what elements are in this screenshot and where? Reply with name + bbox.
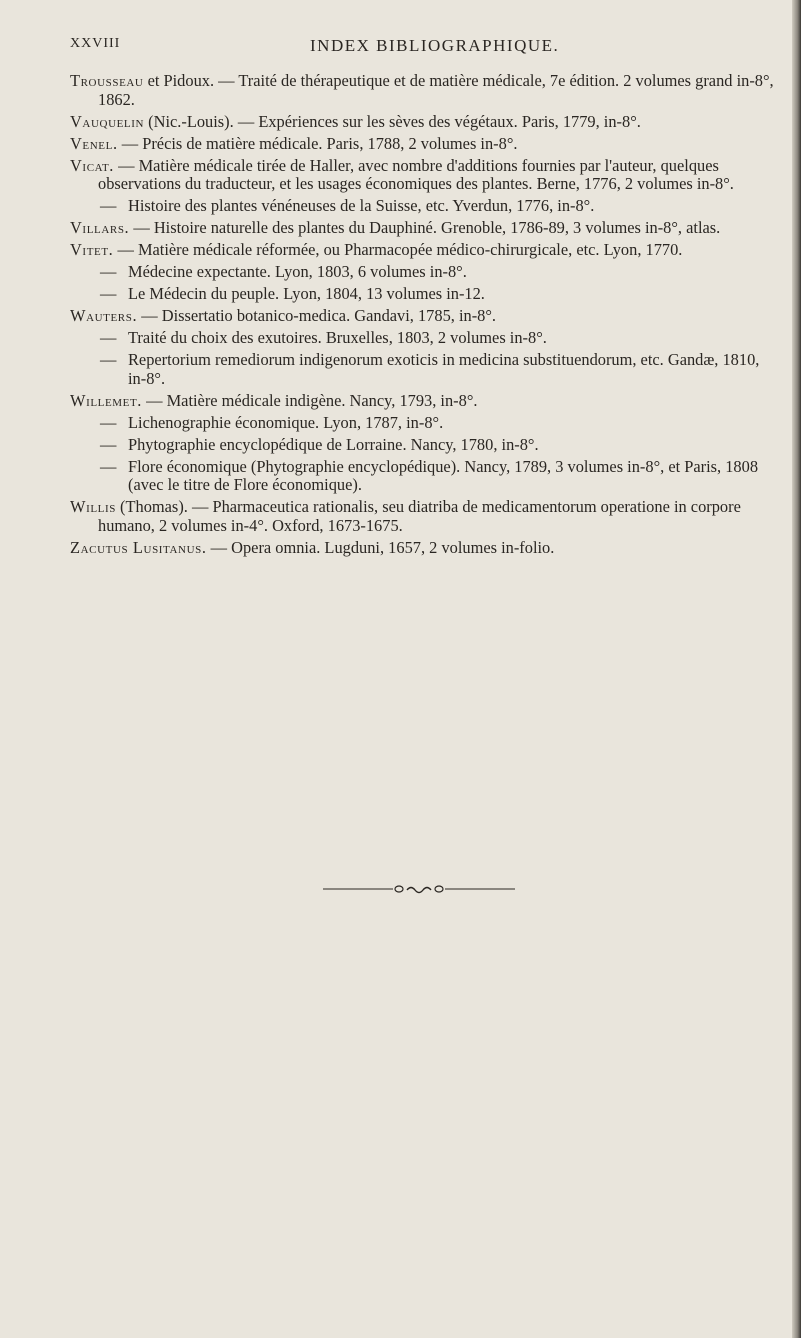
- entry-author: Venel.: [70, 133, 118, 153]
- page-edge: [792, 0, 801, 1338]
- page-header: [0, 36, 801, 60]
- bibliography-list: [70, 72, 776, 561]
- bibliography-subentry: [70, 351, 776, 388]
- entry-text: Phytographie encyclopédique de Lorraine. Nancy, 1780, in-8°.: [128, 434, 539, 454]
- entry-text: Le Médecin du peuple. Lyon, 1804, 13 volumes in-12.: [128, 284, 485, 303]
- bibliography-entry: [70, 241, 776, 260]
- bibliography-subentry: [70, 414, 776, 433]
- entry-author: Villars.: [70, 218, 130, 237]
- entry-text: Histoire des plantes vénéneuses de la Suisse, etc. Yverdun, 1776, in-8°.: [128, 196, 595, 215]
- ditto-dash: —: [100, 434, 117, 454]
- entry-text: Repertorium remediorum indigenorum exoticis in medicina substituendorum, etc. Gandæ, 1810, in-8°.: [128, 350, 760, 388]
- ditto-dash: —: [100, 284, 117, 303]
- entry-author: Willis: [70, 497, 116, 516]
- bibliography-entry: [70, 392, 776, 411]
- entry-text: et Pidoux. — Traité de thérapeutique et de matière médicale, 7e édition. 2 volumes grand in-8°, 1862.: [98, 71, 774, 109]
- entry-author: Vauquelin: [70, 111, 145, 131]
- entry-text: — Matière médicale réformée, ou Pharmacopée médico-chirurgicale, etc. Lyon, 1770.: [113, 240, 683, 259]
- running-title: INDEX BIBLIOGRAPHIQUE.: [310, 36, 560, 55]
- bibliography-entry: [70, 113, 776, 132]
- entry-text: — Opera omnia. Lugduni, 1657, 2 volumes in-folio.: [206, 537, 555, 557]
- bibliography-subentry: [70, 197, 776, 216]
- entry-text: Traité du choix des exutoires. Bruxelles, 1803, 2 volumes in-8°.: [128, 328, 547, 347]
- entry-text: Lichenographie économique. Lyon, 1787, in-8°.: [128, 412, 444, 432]
- tailpiece-ornament: [323, 884, 515, 894]
- bibliography-subentry: [70, 329, 776, 348]
- entry-author: Vitet.: [70, 240, 114, 259]
- bibliography-subentry: [70, 436, 776, 455]
- entry-text: Flore économique (Phytographie encyclopédique). Nancy, 1789, 3 volumes in-8°, et Paris, 1808 (avec le titre de Flore économique).: [128, 456, 759, 494]
- bibliography-entry: [70, 135, 776, 154]
- bibliography-subentry: [70, 458, 776, 495]
- entry-text: — Matière médicale tirée de Haller, avec nombre d'additions fournies par l'auteur, quelques observations du traducteur, et les usages économiques des plantes. Berne, 1776, 2 volumes in-8°.: [98, 155, 734, 193]
- bibliography-entry: [70, 307, 776, 326]
- ditto-dash: —: [100, 350, 117, 369]
- entry-text: (Thomas). — Pharmaceutica rationalis, seu diatriba de medicamentorum operatione in corpore humano, 2 volumes in-4°. Oxford, 1673-1675.: [98, 497, 741, 535]
- bibliography-subentry: [70, 285, 776, 304]
- entry-text: — Précis de matière médicale. Paris, 1788, 2 volumes in-8°.: [117, 133, 518, 153]
- entry-text: Médecine expectante. Lyon, 1803, 6 volumes in-8°.: [128, 262, 467, 281]
- bibliography-entry: [70, 157, 776, 194]
- ditto-dash: —: [100, 196, 117, 215]
- bibliography-entry: [70, 219, 776, 238]
- bibliography-entry: [70, 539, 776, 558]
- entry-text: — Matière médicale indigène. Nancy, 1793, in-8°.: [142, 390, 478, 410]
- entry-text: — Dissertatio botanico-medica. Gandavi, 1785, in-8°.: [137, 306, 497, 325]
- entry-author: Trousseau: [70, 71, 144, 90]
- entry-author: Willemet.: [70, 390, 143, 410]
- entry-author: Wauters.: [70, 306, 138, 325]
- ditto-dash: —: [100, 262, 117, 281]
- entry-text: (Nic.-Louis). — Expériences sur les sèves des végétaux. Paris, 1779, in-8°.: [144, 111, 641, 131]
- entry-text: — Histoire naturelle des plantes du Dauphiné. Grenoble, 1786-89, 3 volumes in-8°, atlas.: [129, 218, 721, 237]
- ditto-dash: —: [100, 456, 117, 476]
- ditto-dash: —: [100, 328, 117, 347]
- entry-author: Vicat.: [70, 155, 114, 175]
- bibliography-entry: [70, 498, 776, 535]
- ditto-dash: —: [100, 412, 117, 432]
- bibliography-subentry: [70, 263, 776, 282]
- entry-author: Zacutus Lusitanus.: [70, 537, 207, 557]
- page-number: XXVIII: [70, 36, 121, 51]
- bibliography-entry: [70, 72, 776, 109]
